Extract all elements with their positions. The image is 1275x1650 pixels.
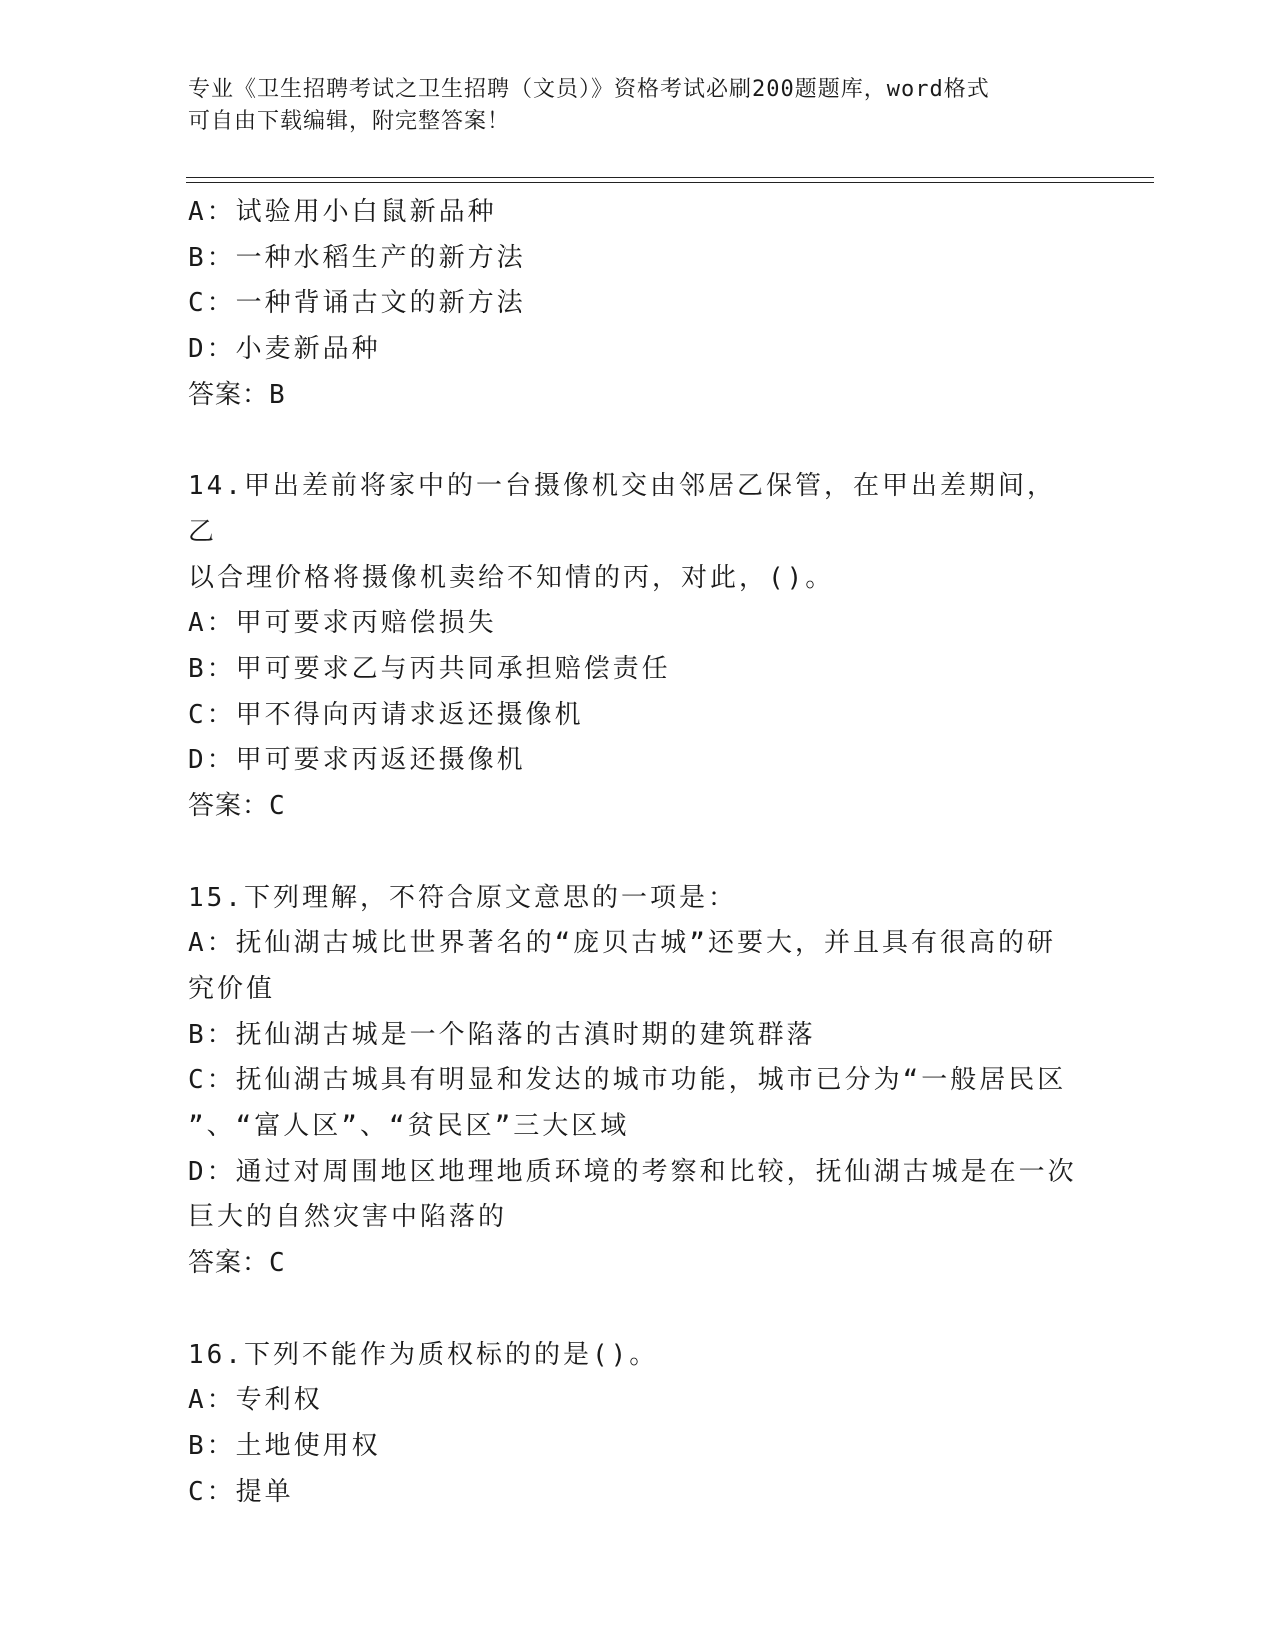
question-list xyxy=(188,190,1078,1515)
header-line-2: 可自由下载编辑，附完整答案！ xyxy=(188,109,511,134)
option-c: C：甲不得向丙请求返还摄像机 xyxy=(188,699,584,730)
header-line-1: 专业《卫生招聘考试之卫生招聘（文员）》资格考试必刷200题题库，word格式 xyxy=(188,77,990,102)
option-d: D：通过对周围地区地理地质环境的考察和比较，抚仙湖古城是在一次 xyxy=(188,1156,1077,1187)
answer: 答案：C xyxy=(188,791,286,822)
document-header xyxy=(188,74,1088,138)
option-b: B：甲可要求乙与丙共同承担赔偿责任 xyxy=(188,654,671,685)
option-b: B：抚仙湖古城是一个陷落的古滇时期的建筑群落 xyxy=(188,1019,816,1050)
option-c: C：一种背诵古文的新方法 xyxy=(188,288,526,319)
question-stem-cont: 以合理价格将摄像机卖给不知情的丙，对此，()。 xyxy=(188,562,835,593)
option-a: A：专利权 xyxy=(188,1385,323,1416)
answer: 答案：B xyxy=(188,379,286,410)
question-13 xyxy=(188,190,1078,419)
spacer xyxy=(188,830,1078,876)
option-a: A：试验用小白鼠新品种 xyxy=(188,197,497,227)
option-b: B：一种水稻生产的新方法 xyxy=(188,242,526,273)
option-c: C：抚仙湖古城具有明显和发达的城市功能，城市已分为“一般居民区 xyxy=(188,1065,1067,1096)
question-stem: 16.下列不能作为质权标的的是()。 xyxy=(188,1339,659,1370)
question-stem: 15.下列理解，不符合原文意思的一项是： xyxy=(188,882,737,913)
question-16 xyxy=(188,1333,1078,1516)
option-c-cont: ”、“富人区”、“贫民区”三大区域 xyxy=(188,1111,630,1142)
question-stem: 14.甲出差前将家中的一台摄像机交由邻居乙保管，在甲出差期间，乙 xyxy=(188,471,1056,547)
option-d: D：甲可要求丙返还摄像机 xyxy=(188,745,526,776)
option-c: C：提单 xyxy=(188,1476,294,1507)
option-b: B：土地使用权 xyxy=(188,1430,381,1461)
header-divider-top xyxy=(186,177,1154,178)
spacer xyxy=(188,1287,1078,1333)
header-divider-bottom xyxy=(186,182,1154,183)
question-14 xyxy=(188,464,1078,830)
spacer xyxy=(188,419,1078,465)
option-d: D：小麦新品种 xyxy=(188,334,381,365)
option-a-cont: 究价值 xyxy=(188,973,276,1004)
question-15 xyxy=(188,876,1078,1287)
option-d-cont: 巨大的自然灾害中陷落的 xyxy=(188,1202,508,1233)
option-a: A：抚仙湖古城比世界著名的“庞贝古城”还要大，并且具有很高的研 xyxy=(188,928,1056,959)
answer: 答案：C xyxy=(188,1248,286,1279)
option-a: A：甲可要求丙赔偿损失 xyxy=(188,608,497,639)
